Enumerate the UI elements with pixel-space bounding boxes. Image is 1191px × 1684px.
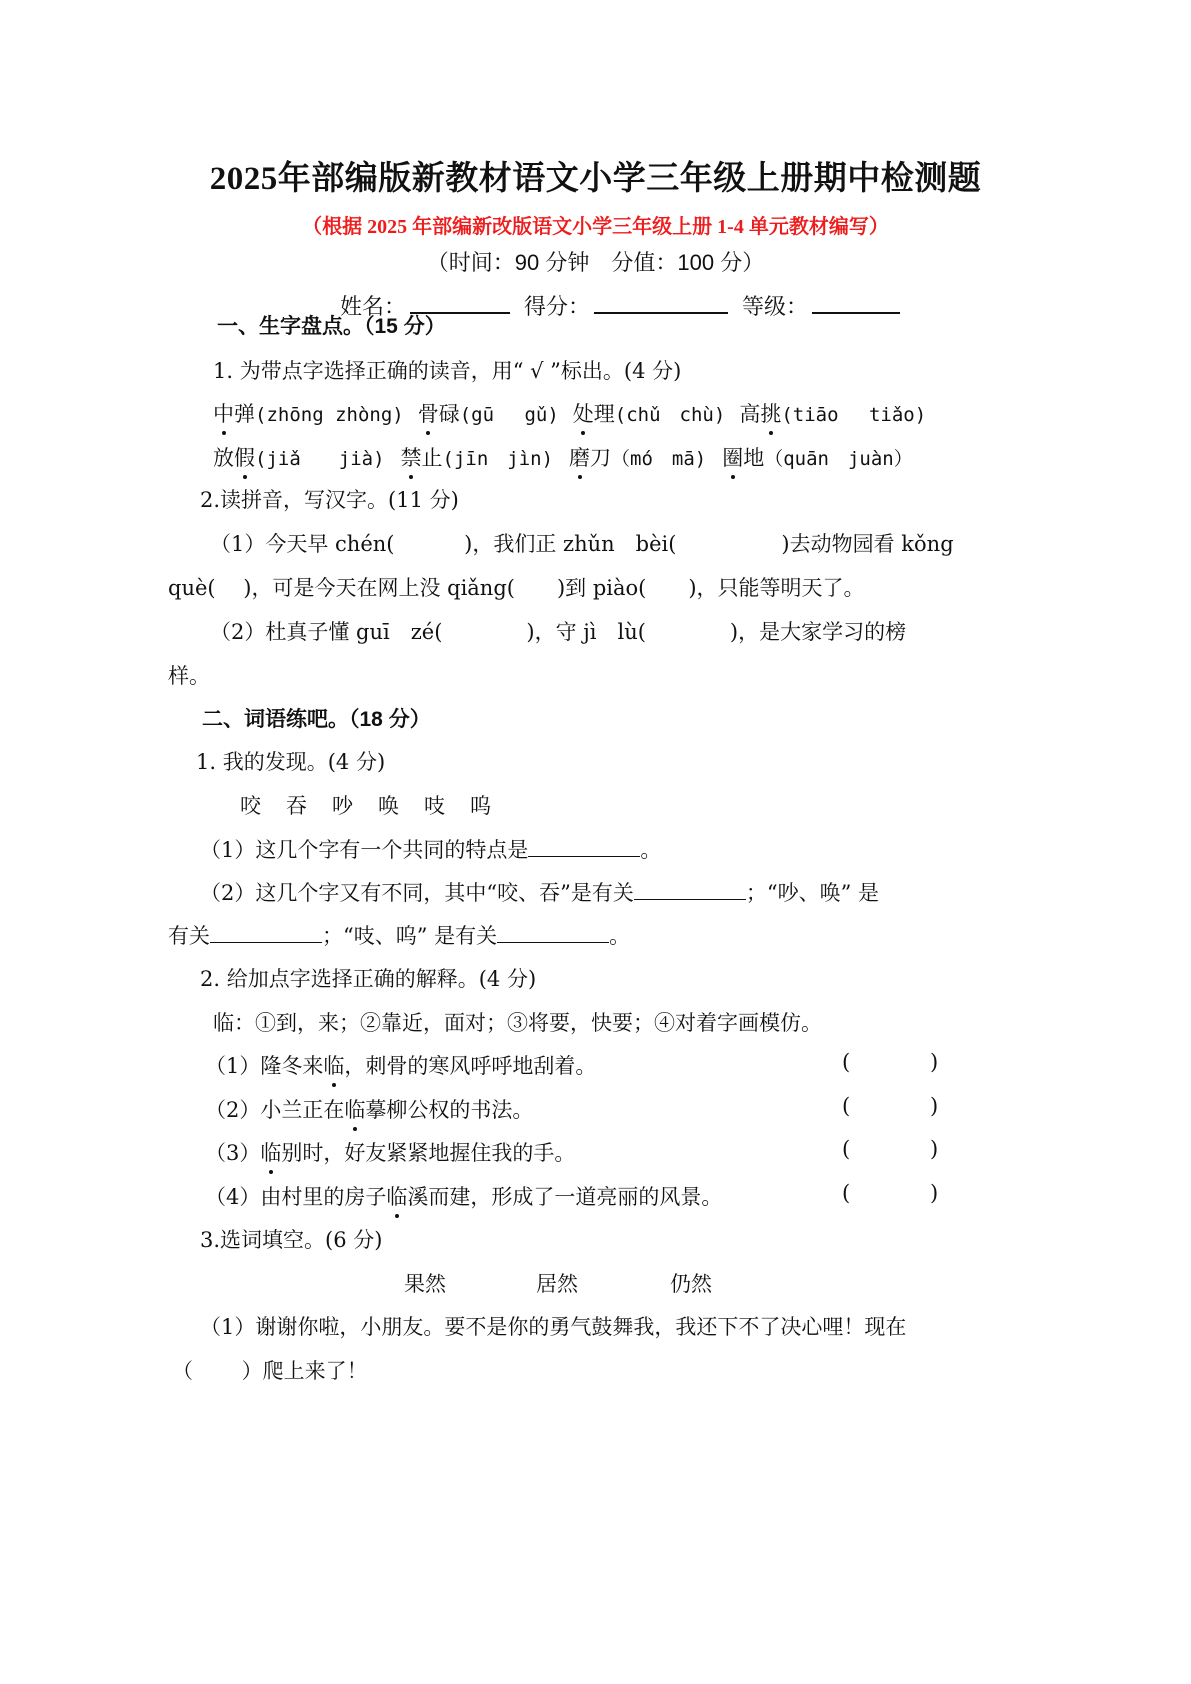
answer-blank[interactable] [634, 879, 746, 900]
exam-meta: （时间：90 分钟 分值：100 分） [426, 250, 765, 275]
pinyin-item: 中弹(zhōng zhòng) [213, 398, 404, 428]
s1-q1-prompt: 1. 为带点字选择正确的读音，用“ √ ”标出。(4 分) [213, 359, 682, 383]
answer-paren-close: ) [930, 1094, 939, 1118]
page-title: 2025年部编版新教材语文小学三年级上册期中检测题 [209, 161, 982, 197]
s2-q3-sub-1-line-2: （ ）爬上来了！ [172, 1359, 368, 1383]
pinyin-item: 处理(chǔ chù) [573, 398, 726, 428]
pinyin-item: 禁止(jīn jìn) [401, 442, 554, 472]
s2-q1-sub-1: （1）这几个字有一个共同的特点是 。 [200, 838, 662, 862]
answer-paren-close: ) [930, 1181, 939, 1205]
word-option-2: 居然 [536, 1272, 578, 1296]
s1-q2-line-2: què( )，可是今天在网上没 qiǎng( )到 piào( )，只能等明天了。 [168, 576, 865, 600]
answer-paren-open[interactable]: ( [842, 1094, 851, 1118]
pinyin-item: 磨刀（mó mā) [569, 442, 706, 472]
pinyin-item: 高挑(tiāo tiǎo) [739, 398, 926, 428]
word-option-1: 果然 [404, 1272, 446, 1296]
score-field[interactable] [594, 290, 728, 314]
answer-blank[interactable] [497, 922, 609, 943]
s1-q2-line-3: （2）杜真子懂 guī zé( )，守 jì lù( )，是大家学习的榜 [210, 620, 907, 644]
s2-q3-sub-1-line-1: （1）谢谢你啦，小朋友。要不是你的勇气鼓舞我，我还下不了决心哩！现在 [200, 1315, 907, 1339]
answer-blank[interactable] [210, 922, 322, 943]
answer-paren-close: ) [930, 1137, 939, 1161]
section-1-heading: 一、生字盘点。（15 分） [217, 315, 446, 338]
s2-q1-sub-2: （2）这几个字又有不同，其中“咬、吞”是有关 ；“吵、唤” 是 [200, 881, 879, 905]
s2-q2-prompt: 2. 给加点字选择正确的解释。(4 分) [200, 967, 537, 991]
answer-paren-open[interactable]: ( [842, 1137, 851, 1161]
grade-field[interactable] [812, 290, 900, 314]
s1-q2-line-1: （1）今天早 chén( )，我们正 zhǔn bèi( )去动物园看 kǒng [210, 532, 954, 556]
s2-q1-sub-2-cont: 有关 ；“吱、呜” 是有关 。 [168, 924, 631, 948]
s2-q2-definitions: 临：①到，来；②靠近，面对；③将要，快要；④对着字画模仿。 [213, 1011, 822, 1035]
name-label: 姓名： [340, 294, 407, 319]
s2-q2-item-2: （2）小兰正在临摹柳公权的书法。 [205, 1094, 533, 1124]
answer-blank[interactable] [528, 836, 640, 857]
pinyin-item: 骨碌(gū gǔ) [418, 398, 559, 428]
word-option-3: 仍然 [670, 1272, 712, 1296]
s2-q1-prompt: 1. 我的发现。(4 分) [196, 750, 386, 774]
answer-paren-close: ) [930, 1050, 939, 1074]
pinyin-item: 放假(jiǎ jià) [213, 442, 385, 472]
s2-q1-chars: 咬 吞 吵 唤 吱 呜 [240, 794, 493, 818]
s1-q2-line-4: 样。 [168, 664, 210, 688]
answer-paren-open[interactable]: ( [842, 1181, 851, 1205]
answer-paren-open[interactable]: ( [842, 1050, 851, 1074]
s1-q1-row-2 [213, 442, 913, 472]
pinyin-item: 圈地（quān juàn） [722, 442, 913, 472]
s1-q2-prompt: 2.读拼音，写汉字。(11 分) [200, 488, 459, 512]
s1-q1-row-1 [213, 398, 926, 428]
grade-label: 等级： [742, 294, 809, 319]
page-subtitle: （根据 2025 年部编新改版语文小学三年级上册 1-4 单元教材编写） [302, 216, 889, 238]
s2-q2-item-1: （1）隆冬来临，刺骨的寒风呼呼地刮着。 [205, 1050, 596, 1080]
s2-q2-item-3: （3）临别时，好友紧紧地握住我的手。 [205, 1137, 575, 1167]
s2-q2-item-4: （4）由村里的房子临溪而建，形成了一道亮丽的风景。 [205, 1181, 722, 1211]
section-2-heading: 二、词语练吧。（18 分） [202, 708, 431, 731]
score-label: 得分： [524, 294, 591, 319]
s2-q3-prompt: 3.选词填空。(6 分) [200, 1228, 383, 1252]
